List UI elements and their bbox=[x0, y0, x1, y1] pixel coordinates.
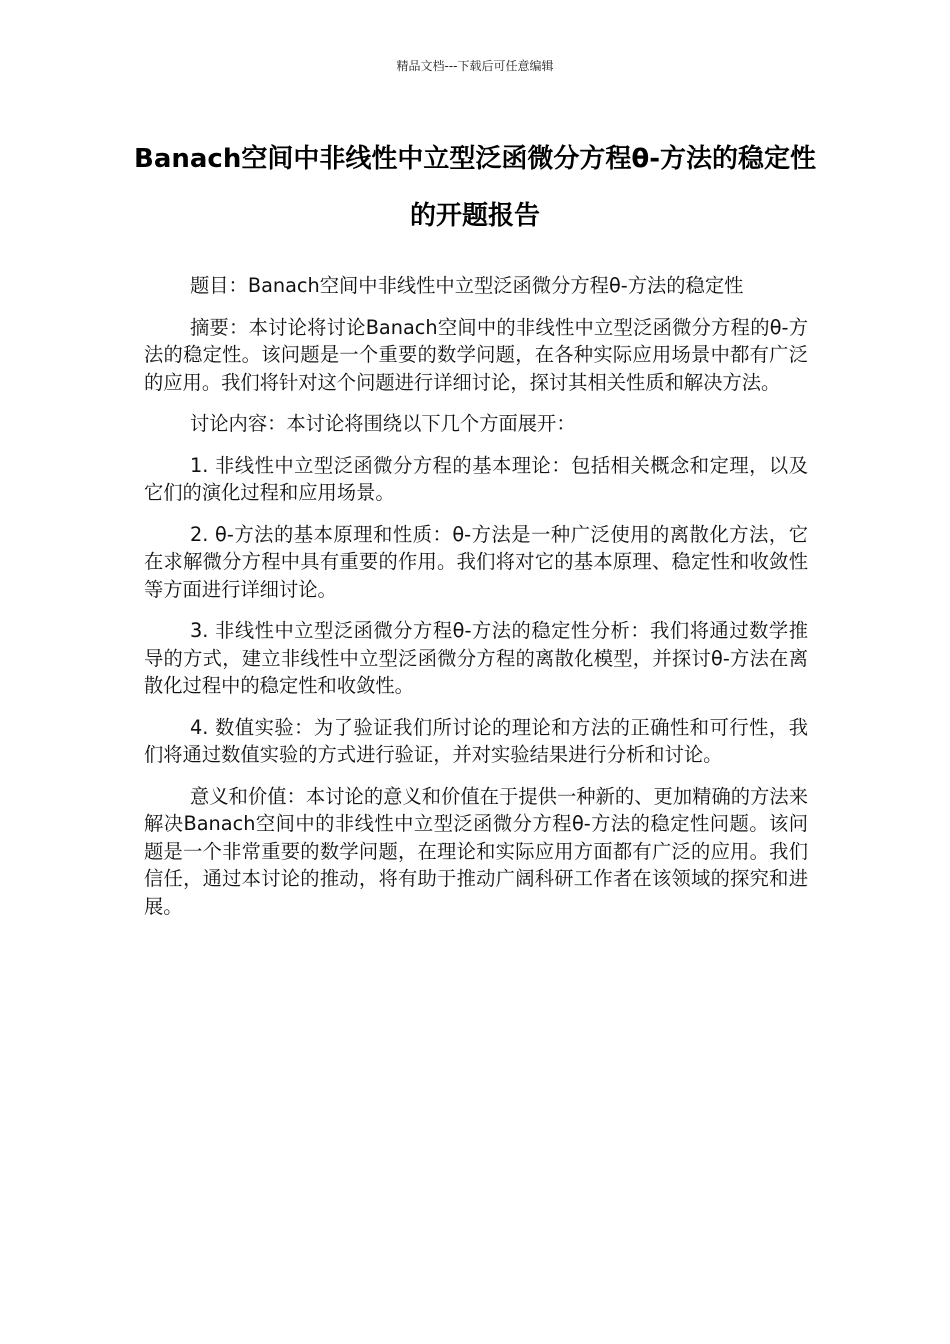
content-item-2: 2. θ-方法的基本原理和性质：θ-方法是一种广泛使用的离散化方法，它在求解微分方程中具有重要的作用。我们将对它的基本原理、稳定性和收敛性等方面进行详细讨论。 bbox=[144, 522, 808, 601]
document-title: Banach空间中非线性中立型泛函微分方程θ-方法的稳定性的开题报告 bbox=[134, 144, 816, 231]
subject-paragraph: 题目：Banach空间中非线性中立型泛函微分方程θ-方法的稳定性 bbox=[190, 274, 744, 297]
content-item-1: 1. 非线性中立型泛函微分方程的基本理论：包括相关概念和定理，以及它们的演化过程和应用场景。 bbox=[144, 453, 808, 504]
content-item-3: 3. 非线性中立型泛函微分方程θ-方法的稳定性分析：我们将通过数学推导的方式，建立非线性中立型泛函微分方程的离散化模型，并探讨θ-方法在离散化过程中的稳定性和收敛性。 bbox=[144, 619, 808, 697]
header-note: 精品文档---下载后可任意编辑 bbox=[396, 59, 554, 73]
document-body bbox=[144, 272, 808, 934]
content-item-4: 4. 数值实验：为了验证我们所讨论的理论和方法的正确性和可行性，我们将通过数值实验的方式进行验证，并对实验结果进行分析和讨论。 bbox=[144, 715, 808, 766]
content-intro-paragraph: 讨论内容：本讨论将围绕以下几个方面展开： bbox=[190, 412, 576, 435]
significance-paragraph: 意义和价值：本讨论的意义和价值在于提供一种新的、更加精确的方法来解决Banach空间中的非线性中立型泛函微分方程θ-方法的稳定性问题。该问题是一个非常重要的数学问题，在理论和实际应用方面都有广泛的应用。我们信任，通过本讨论的推动，将有助于推动广阔科研工作者在该领域的探究和进展。 bbox=[144, 784, 808, 918]
abstract-paragraph: 摘要：本讨论将讨论Banach空间中的非线性中立型泛函微分方程的θ-方法的稳定性。该问题是一个重要的数学问题，在各种实际应用场景中都有广泛的应用。我们将针对这个问题进行详细讨论，探讨其相关性质和解决方法。 bbox=[144, 315, 808, 394]
